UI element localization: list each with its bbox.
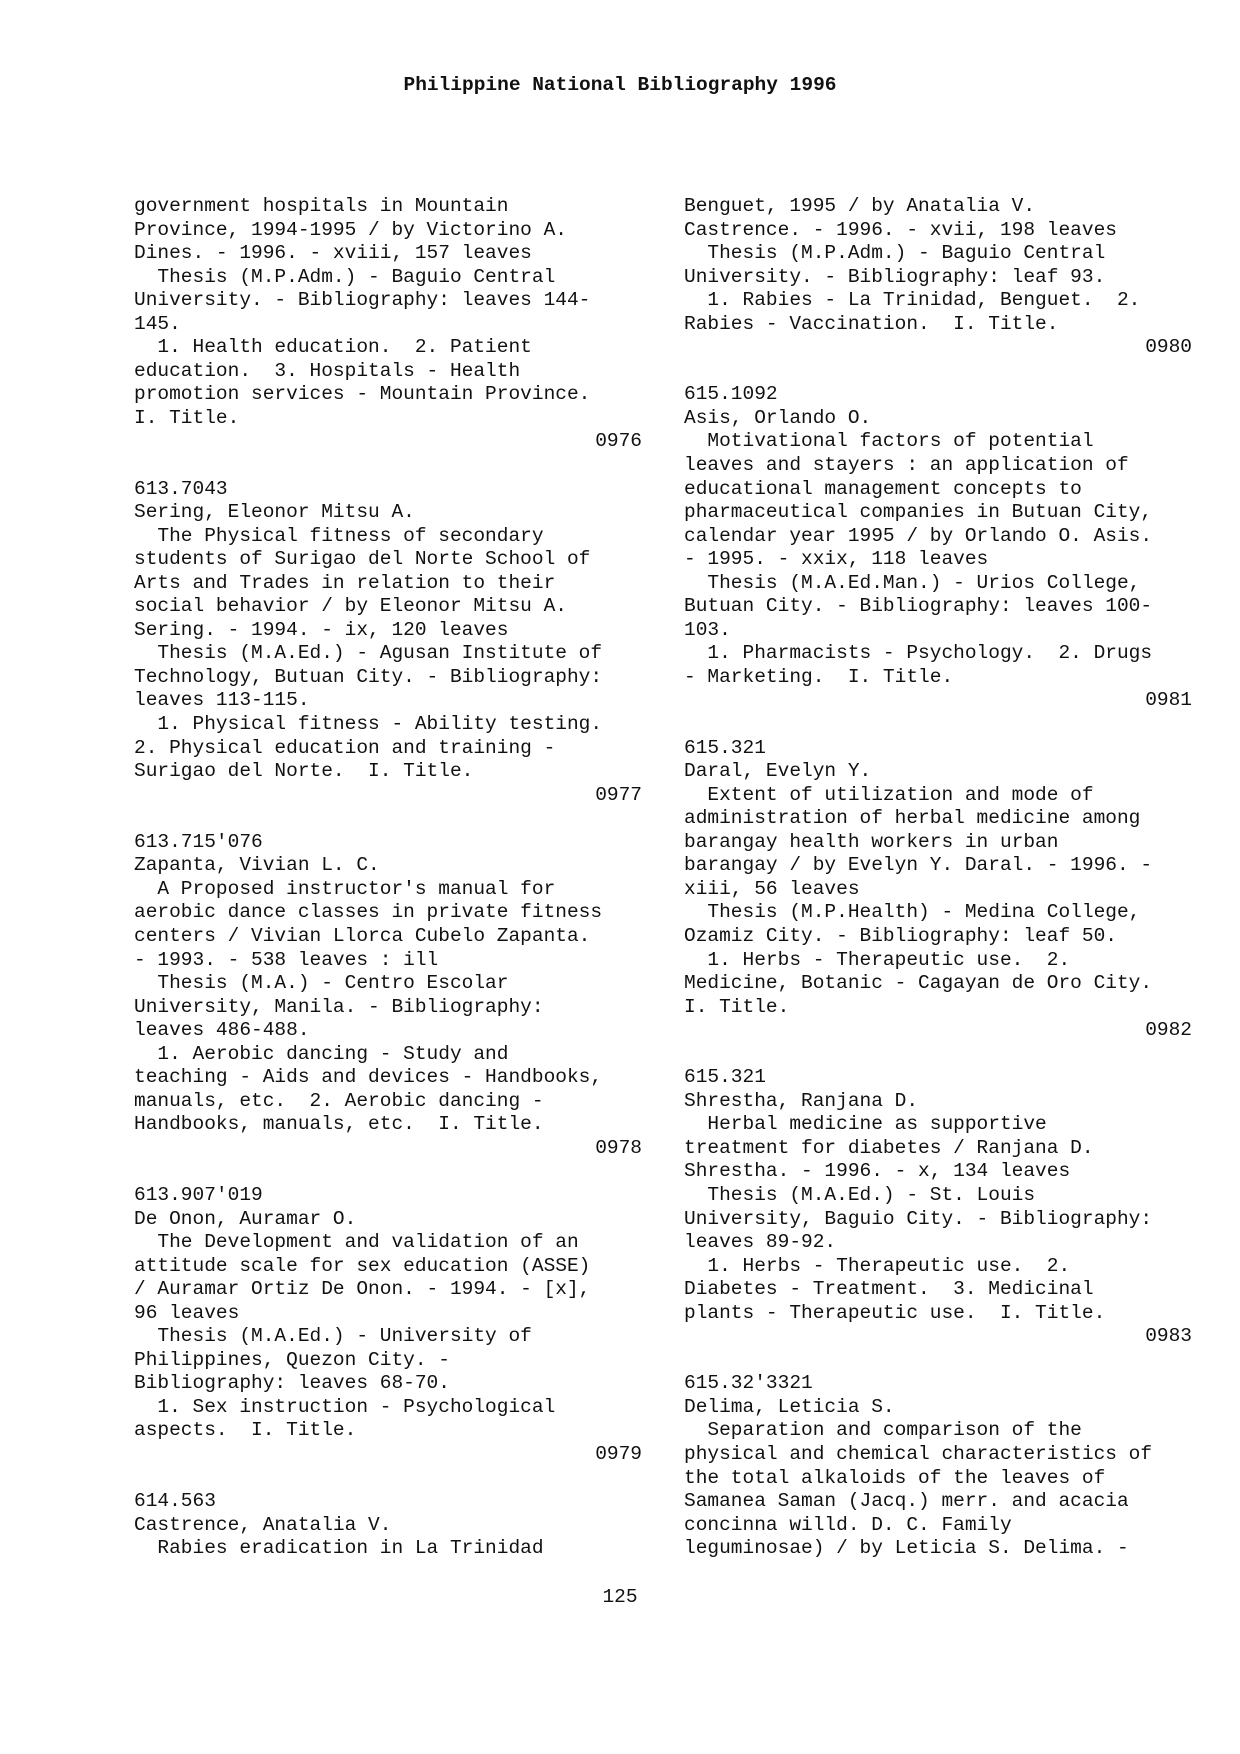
entry-line: 614.563 (134, 1490, 216, 1513)
entry-line: Separation and comparison of the (684, 1419, 1082, 1442)
entry-line: / Auramar Ortiz De Onon. - 1994. - [x], (134, 1278, 591, 1301)
entry-line: Thesis (M.A.Ed.) - St. Louis (684, 1183, 1036, 1206)
entry-line: Thesis (M.P.Adm.) - Baguio Central (684, 242, 1106, 265)
entry-line: Bibliography: leaves 68-70. (134, 1372, 450, 1395)
entry-line: The Physical fitness of secondary (134, 524, 544, 547)
entry-line: - 1995. - xxix, 118 leaves (684, 548, 989, 571)
entry-line: promotion services - Mountain Province. (134, 383, 591, 406)
entry-line: teaching - Aids and devices - Handbooks, (134, 1066, 603, 1089)
entry-line: Thesis (M.P.Health) - Medina College, (684, 901, 1141, 924)
entry-number: 0979 (595, 1442, 642, 1465)
entry-line: Philippines, Quezon City. - (134, 1348, 450, 1371)
entry-line: - Marketing. I. Title. (684, 665, 954, 688)
entry-line: Benguet, 1995 / by Anatalia V. (684, 195, 1036, 217)
right-column (684, 195, 1192, 1561)
entry-line: plants - Therapeutic use. I. Title. (684, 1301, 1106, 1324)
entry-number: 0976 (595, 430, 642, 453)
entry-line: I. Title. (134, 406, 240, 429)
entry-line: education. 3. Hospitals - Health (134, 359, 521, 382)
entry-line: 96 leaves (134, 1301, 240, 1324)
entry-line: Ozamiz City. - Bibliography: leaf 50. (684, 924, 1117, 947)
entry-line: I. Title. (684, 995, 790, 1018)
entry-line: 2. Physical education and training - (134, 736, 556, 759)
entry-line: University. - Bibliography: leaves 144- (134, 289, 591, 312)
entry-line: 1. Pharmacists - Psychology. 2. Drugs (684, 642, 1153, 665)
entry-line: Thesis (M.P.Adm.) - Baguio Central (134, 265, 556, 288)
entry-number: 0981 (1145, 689, 1192, 712)
entry-line: Handbooks, manuals, etc. I. Title. (134, 1113, 544, 1136)
entry-line: Motivational factors of potential (684, 430, 1094, 453)
running-header: Philippine National Bibliography 1996 (403, 74, 837, 96)
entry-line: Sering, Eleonor Mitsu A. (134, 501, 415, 524)
entry-line: pharmaceutical companies in Butuan City, (684, 501, 1153, 524)
entry-line: Castrence, Anatalia V. (134, 1513, 392, 1536)
entry-line: A Proposed instructor's manual for (134, 877, 556, 900)
entry-line: Shrestha, Ranjana D. (684, 1089, 919, 1112)
entry-line: Thesis (M.A.) - Centro Escolar (134, 972, 509, 995)
entry-line: Daral, Evelyn Y. (684, 760, 872, 783)
entry-line: 613.7043 (134, 477, 228, 500)
entry-line: 1. Health education. 2. Patient (134, 336, 532, 359)
entry-line: University, Baguio City. - Bibliography: (684, 1207, 1153, 1230)
entry-line: educational management concepts to (684, 477, 1082, 500)
entry-line: Thesis (M.A.Ed.) - University of (134, 1325, 532, 1348)
entry-line: government hospitals in Mountain (134, 195, 509, 217)
entry-line: aspects. I. Title. (134, 1419, 357, 1442)
entry-line: Shrestha. - 1996. - x, 134 leaves (684, 1160, 1071, 1183)
entry-line: 145. (134, 312, 181, 335)
entry-line: University. - Bibliography: leaf 93. (684, 265, 1106, 288)
entry-number: 0983 (1145, 1325, 1192, 1348)
entry-number: 0982 (1145, 1019, 1192, 1042)
entry-number: 0980 (1145, 336, 1192, 359)
entry-line: administration of herbal medicine among (684, 807, 1141, 830)
entry-line: - 1993. - 538 leaves : ill (134, 948, 439, 971)
entry-line: leaves 113-115. (134, 689, 310, 712)
blank-line (134, 1160, 642, 1184)
entry-line: physical and chemical characteristics of (684, 1442, 1153, 1465)
entry-line: Surigao del Norte. I. Title. (134, 760, 474, 783)
entry-line: Castrence. - 1996. - xvii, 198 leaves (684, 218, 1117, 241)
entry-line: Zapanta, Vivian L. C. (134, 854, 380, 877)
entry-line: 615.321 (684, 736, 766, 759)
blank-line (684, 360, 1192, 384)
entry-line: Extent of utilization and mode of (684, 783, 1094, 806)
entry-line: Herbal medicine as supportive (684, 1113, 1047, 1136)
entry-line: 615.1092 (684, 383, 778, 406)
entry-line: Dines. - 1996. - xviii, 157 leaves (134, 242, 532, 265)
entry-line: Butuan City. - Bibliography: leaves 100- (684, 595, 1153, 618)
entry-line: attitude scale for sex education (ASSE) (134, 1254, 591, 1277)
entry-line: calendar year 1995 / by Orlando O. Asis. (684, 524, 1153, 547)
entry-line: 613.715'076 (134, 830, 263, 853)
entry-line: concinna willd. D. C. Family (684, 1513, 1012, 1536)
entry-number: 0978 (595, 1136, 642, 1159)
blank-line (134, 807, 642, 831)
entry-line: barangay health workers in urban (684, 830, 1059, 853)
entry-line: 1. Aerobic dancing - Study and (134, 1042, 509, 1065)
entry-line: Samanea Saman (Jacq.) merr. and acacia (684, 1490, 1129, 1513)
entry-line: leaves 486-488. (134, 1019, 310, 1042)
entry-line: Diabetes - Treatment. 3. Medicinal (684, 1278, 1094, 1301)
left-column (134, 195, 642, 1561)
blank-line (684, 1349, 1192, 1373)
entry-line: University, Manila. - Bibliography: (134, 995, 544, 1018)
entry-number: 0977 (595, 783, 642, 806)
entry-line: Technology, Butuan City. - Bibliography: (134, 665, 603, 688)
page-number: 125 (602, 1586, 638, 1608)
entry-line: manuals, etc. 2. Aerobic dancing - (134, 1089, 544, 1112)
entry-line: xiii, 56 leaves (684, 877, 860, 900)
entry-line: Rabies - Vaccination. I. Title. (684, 312, 1059, 335)
entry-line: 1. Sex instruction - Psychological (134, 1395, 556, 1418)
entry-line: The Development and validation of an (134, 1231, 579, 1254)
entry-line: leaves 89-92. (684, 1231, 837, 1254)
blank-line (134, 1467, 642, 1491)
entry-line: treatment for diabetes / Ranjana D. (684, 1136, 1094, 1159)
entry-line: centers / Vivian Llorca Cubelo Zapanta. (134, 924, 591, 947)
entry-line: 1. Herbs - Therapeutic use. 2. (684, 948, 1071, 971)
entry-line: 613.907'019 (134, 1183, 263, 1206)
entry-line: Thesis (M.A.Ed.Man.) - Urios College, (684, 571, 1141, 594)
entry-line: Thesis (M.A.Ed.) - Agusan Institute of (134, 642, 603, 665)
entry-line: 1. Physical fitness - Ability testing. (134, 713, 603, 736)
entry-line: 615.321 (684, 1066, 766, 1089)
entry-line: 615.32'3321 (684, 1372, 813, 1395)
entry-line: Rabies eradication in La Trinidad (134, 1537, 544, 1560)
entry-line: leguminosae) / by Leticia S. Delima. - (684, 1537, 1129, 1560)
blank-line (684, 713, 1192, 737)
entry-line: Asis, Orlando O. (684, 406, 872, 429)
entry-line: social behavior / by Eleonor Mitsu A. (134, 595, 567, 618)
entry-line: Arts and Trades in relation to their (134, 571, 556, 594)
entry-line: students of Surigao del Norte School of (134, 548, 591, 571)
entry-line: the total alkaloids of the leaves of (684, 1466, 1106, 1489)
entry-line: 1. Herbs - Therapeutic use. 2. (684, 1254, 1071, 1277)
entry-line: 1. Rabies - La Trinidad, Benguet. 2. (684, 289, 1141, 312)
entry-line: De Onon, Auramar O. (134, 1207, 357, 1230)
blank-line (684, 1043, 1192, 1067)
entry-line: Province, 1994-1995 / by Victorino A. (134, 218, 567, 241)
entry-line: Delima, Leticia S. (684, 1395, 895, 1418)
blank-line (134, 454, 642, 478)
entry-line: 103. (684, 618, 731, 641)
entry-line: Medicine, Botanic - Cagayan de Oro City. (684, 972, 1153, 995)
entry-line: leaves and stayers : an application of (684, 454, 1129, 477)
entry-line: Sering. - 1994. - ix, 120 leaves (134, 618, 509, 641)
entry-line: aerobic dance classes in private fitness (134, 901, 603, 924)
entry-line: barangay / by Evelyn Y. Daral. - 1996. - (684, 854, 1153, 877)
